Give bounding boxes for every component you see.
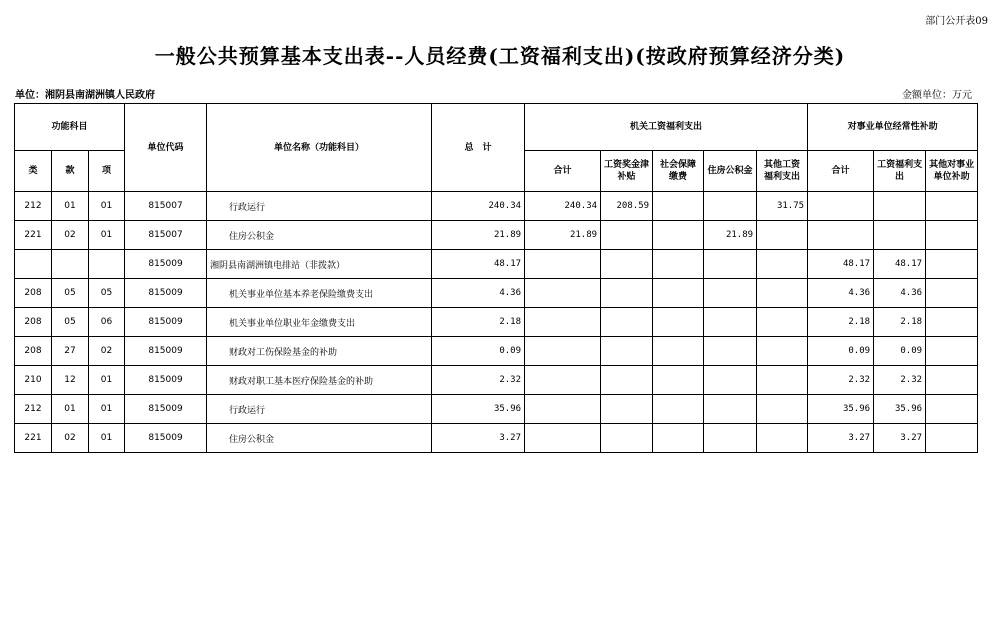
cell-name: 住房公积金 [207,424,432,453]
cell-a-wage [601,337,653,366]
cell-s-other [926,250,978,279]
cell-s-other [926,395,978,424]
cell-a-total [525,366,601,395]
header-agency: 机关工资福利支出 [525,104,808,151]
cell-s-other [926,337,978,366]
cell-a-wage [601,221,653,250]
cell-name: 行政运行 [207,192,432,221]
header-xiang: 项 [89,151,125,192]
table-row [15,192,978,221]
cell-a-total [525,424,601,453]
cell-a-other [757,279,808,308]
cell-xiang: 05 [89,279,125,308]
cell-name: 机关事业单位基本养老保险缴费支出 [207,279,432,308]
cell-a-housing [704,279,757,308]
cell-s-total [808,221,874,250]
cell-xiang: 02 [89,337,125,366]
cell-s-wage [874,221,926,250]
cell-code: 815009 [125,366,207,395]
cell-kuan: 27 [52,337,89,366]
cell-s-wage: 48.17 [874,250,926,279]
header-row-1 [15,104,978,151]
cell-total: 4.36 [432,279,525,308]
cell-code: 815009 [125,279,207,308]
cell-total: 2.32 [432,366,525,395]
cell-a-social [653,337,704,366]
table-row [15,221,978,250]
cell-a-total: 240.34 [525,192,601,221]
cell-a-wage [601,279,653,308]
cell-name: 行政运行 [207,395,432,424]
cell-a-housing [704,366,757,395]
cell-a-total [525,250,601,279]
cell-s-wage: 35.96 [874,395,926,424]
cell-total: 240.34 [432,192,525,221]
cell-total: 35.96 [432,395,525,424]
cell-code: 815009 [125,395,207,424]
cell-a-other [757,221,808,250]
header-name: 单位名称（功能科目） [207,104,432,192]
cell-xiang: 01 [89,424,125,453]
cell-a-other: 31.75 [757,192,808,221]
cell-s-total: 0.09 [808,337,874,366]
cell-code: 815007 [125,221,207,250]
cell-a-housing [704,395,757,424]
unit-label: 单位：湘阴县南湖洲镇人民政府 [15,90,155,101]
cell-lei [15,250,52,279]
cell-a-total [525,308,601,337]
cell-s-total: 48.17 [808,250,874,279]
cell-kuan [52,250,89,279]
cell-a-wage [601,250,653,279]
cell-s-other [926,192,978,221]
cell-s-wage: 3.27 [874,424,926,453]
cell-s-wage: 2.18 [874,308,926,337]
cell-kuan: 05 [52,308,89,337]
header-lei: 类 [15,151,52,192]
cell-total: 3.27 [432,424,525,453]
cell-lei: 208 [15,337,52,366]
cell-name: 湘阴县南湖洲镇电排站（非拨款） [207,250,432,279]
table-row [15,395,978,424]
cell-a-wage [601,395,653,424]
cell-kuan: 01 [52,395,89,424]
cell-s-wage: 0.09 [874,337,926,366]
cell-name: 机关事业单位职业年金缴费支出 [207,308,432,337]
table-row [15,308,978,337]
cell-xiang [89,250,125,279]
cell-xiang: 06 [89,308,125,337]
cell-a-social [653,192,704,221]
cell-a-social [653,366,704,395]
cell-a-housing [704,250,757,279]
table-row [15,250,978,279]
table-row [15,279,978,308]
cell-total: 2.18 [432,308,525,337]
cell-code: 815009 [125,308,207,337]
cell-a-housing [704,192,757,221]
cell-s-other [926,221,978,250]
cell-a-housing [704,337,757,366]
cell-lei: 221 [15,221,52,250]
header-s-wage: 工资福利支出 [874,151,926,192]
cell-a-social [653,250,704,279]
cell-a-other [757,366,808,395]
cell-code: 815007 [125,192,207,221]
header-subsidy: 对事业单位经常性补助 [808,104,978,151]
money-unit-label: 金额单位：万元 [902,90,972,101]
cell-a-wage [601,366,653,395]
cell-a-other [757,395,808,424]
cell-s-wage: 2.32 [874,366,926,395]
cell-s-total [808,192,874,221]
cell-xiang: 01 [89,221,125,250]
cell-s-wage: 4.36 [874,279,926,308]
cell-a-wage [601,308,653,337]
cell-total: 48.17 [432,250,525,279]
cell-s-other [926,308,978,337]
cell-xiang: 01 [89,366,125,395]
cell-a-social [653,308,704,337]
cell-a-total [525,337,601,366]
cell-a-social [653,221,704,250]
cell-kuan: 05 [52,279,89,308]
cell-kuan: 02 [52,424,89,453]
cell-s-wage [874,192,926,221]
cell-lei: 212 [15,192,52,221]
cell-s-total: 35.96 [808,395,874,424]
header-s-other: 其他对事业单位补助 [926,151,978,192]
cell-kuan: 12 [52,366,89,395]
header-code: 单位代码 [125,104,207,192]
cell-kuan: 02 [52,221,89,250]
cell-a-total [525,279,601,308]
cell-total: 21.89 [432,221,525,250]
cell-a-other [757,424,808,453]
cell-a-social [653,424,704,453]
cell-a-total: 21.89 [525,221,601,250]
header-a-other: 其他工资福利支出 [757,151,808,192]
cell-a-total [525,395,601,424]
cell-code: 815009 [125,250,207,279]
table-row [15,424,978,453]
cell-xiang: 01 [89,192,125,221]
cell-name: 住房公积金 [207,221,432,250]
page-title: 一般公共预算基本支出表--人员经费(工资福利支出)(按政府预算经济分类) [154,44,846,68]
cell-lei: 208 [15,279,52,308]
cell-s-other [926,424,978,453]
header-a-total: 合计 [525,151,601,192]
header-a-housing: 住房公积金 [704,151,757,192]
cell-a-other [757,308,808,337]
cell-s-total: 3.27 [808,424,874,453]
cell-code: 815009 [125,337,207,366]
table-row [15,366,978,395]
cell-lei: 210 [15,366,52,395]
header-a-wage: 工资奖金津补贴 [601,151,653,192]
header-func: 功能科目 [15,104,125,151]
cell-a-social [653,395,704,424]
cell-s-total: 2.18 [808,308,874,337]
cell-a-housing: 21.89 [704,221,757,250]
header-kuan: 款 [52,151,89,192]
cell-a-housing [704,424,757,453]
cell-lei: 208 [15,308,52,337]
cell-total: 0.09 [432,337,525,366]
cell-s-other [926,279,978,308]
cell-s-total: 4.36 [808,279,874,308]
header-s-total: 合计 [808,151,874,192]
budget-table [14,103,978,453]
cell-lei: 212 [15,395,52,424]
cell-kuan: 01 [52,192,89,221]
cell-xiang: 01 [89,395,125,424]
cell-a-other [757,250,808,279]
cell-lei: 221 [15,424,52,453]
form-code: 部门公开表09 [925,16,988,27]
cell-a-housing [704,308,757,337]
cell-a-other [757,337,808,366]
cell-name: 财政对工伤保险基金的补助 [207,337,432,366]
cell-a-wage [601,424,653,453]
cell-code: 815009 [125,424,207,453]
cell-a-social [653,279,704,308]
cell-s-total: 2.32 [808,366,874,395]
cell-s-other [926,366,978,395]
table-row [15,337,978,366]
cell-name: 财政对职工基本医疗保险基金的补助 [207,366,432,395]
cell-a-wage: 208.59 [601,192,653,221]
header-a-social: 社会保障缴费 [653,151,704,192]
header-total: 总 计 [432,104,525,192]
